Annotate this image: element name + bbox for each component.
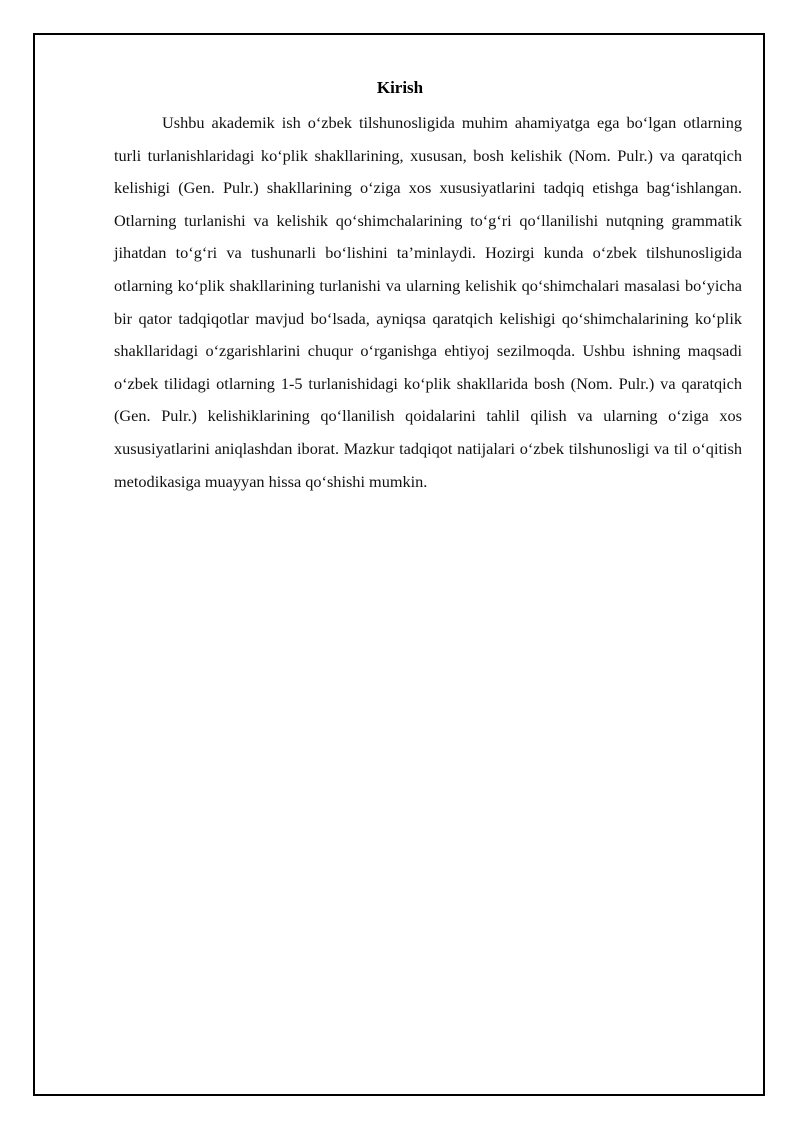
section-title: Kirish [376,78,424,97]
body-paragraph: Ushbu akademik ish o‘zbek tilshunosligida muhim ahamiyatga ega bo‘lgan otlarning turli turlanishlaridagi ko‘plik shakllarining, xususan, bosh kelishik (Nom. Pulr.) va qaratqich kelishigi (Gen. Pulr.) shakllarining o‘ziga xos xususiyatlarini tadqiq etishga bag‘ishlangan. Otlarning turlanishi va kelishik qo‘shimchalarining to‘g‘ri qo‘llanilishi nutqning grammatik jihatdan to‘g‘ri va tushunarli bo‘lishini ta’minlaydi. Hozirgi kunda o‘zbek tilshunosligida otlarning ko‘plik shakllarining turlanishi va ularning kelishik qo‘shimchalari masalasi bo‘yicha bir qator tadqiqotlar mavjud bo‘lsada, ayniqsa qaratqich kelishigi qo‘shimchalarining ko‘plik shakllaridagi o‘zgarishlarini chuqur o‘rganishga ehtiyoj sezilmoqda. Ushbu ishning maqsadi o‘zbek tilidagi otlarning 1-5 turlanishidagi ko‘plik shakllarida bosh (Nom. Pulr.) va qaratqich (Gen. Pulr.) kelishiklarining qo‘llanilish qoidalarini tahlil qilish va ularning o‘ziga xos xususiyatlarini aniqlashdan iborat. Mazkur tadqiqot natijalari o‘zbek tilshunosligi va til o‘qitish metodikasiga muayyan hissa qo‘shishi mumkin. [114,113,742,491]
